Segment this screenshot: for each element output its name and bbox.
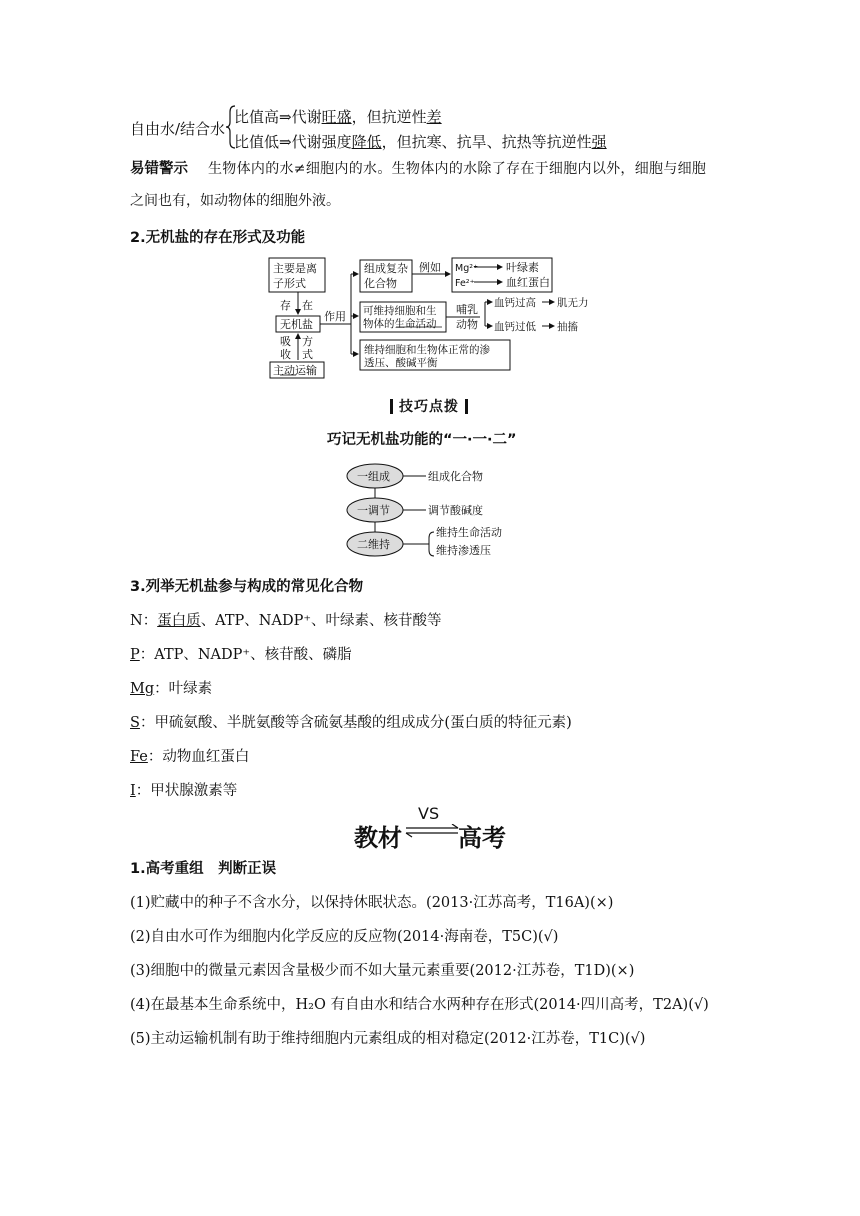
- oval-desc-1: 组成化合物: [428, 470, 483, 483]
- exam-item-2: (2)自由水可作为细胞内化学反应的反应物(2014·海南卷，T5C)(√): [130, 929, 559, 945]
- diagram-fe: Fe²⁺: [455, 278, 475, 289]
- diagram-f2-a: 可维持细胞和生: [363, 305, 437, 317]
- compound-item-n: N：蛋白质、ATP、NADP⁺、叶绿素、核苷酸等: [130, 613, 442, 629]
- compound-item-s: S：甲硫氨酸、半胱氨酸等含硫氨基酸的组成成分(蛋白质的特征元素): [130, 715, 572, 731]
- warning-text-line1: 生物体内的水≠细胞内的水。生物体内的水除了存在于细胞内以外，细胞与细胞: [208, 161, 707, 177]
- compound-item-fe: Fe：动物血红蛋白: [130, 749, 250, 765]
- oval-desc-3b: 维持渗透压: [436, 544, 491, 557]
- exam-item-3: (3)细胞中的微量元素因含量极少而不如大量元素重要(2012·江苏卷，T1D)(×): [130, 963, 635, 979]
- mnemonic-diagram: [344, 456, 534, 562]
- diagram-mg: Mg²⁺: [455, 263, 479, 274]
- diagram-salt: 无机盐: [280, 318, 313, 331]
- diagram-ca-high: 血钙过高: [494, 297, 536, 309]
- section3-heading: 3.列举无机盐参与构成的常见化合物: [130, 579, 364, 595]
- diagram-absorb-a: 吸: [280, 335, 291, 348]
- water-ratio-high: 比值高⇒代谢旺盛，但抗逆性差: [234, 108, 442, 126]
- compound-item-mg: Mg：叶绿素: [130, 681, 213, 697]
- compound-item-i: I：甲状腺激素等: [130, 783, 238, 799]
- diagram-f3-b: 透压、酸碱平衡: [364, 357, 438, 369]
- diagram-weak: 肌无力: [557, 297, 589, 309]
- exam-item-4: (4)在最基本生命系统中，H₂O 有自由水和结合水两种存在形式(2014·四川高考，T2A)(√): [130, 997, 709, 1013]
- diagram-role: 作用: [324, 310, 346, 323]
- warning-text-line2: 之间也有，如动物体的细胞外液。: [130, 193, 340, 209]
- diagram-f3-a: 维持细胞和生物体正常的渗: [364, 344, 490, 356]
- diagram-cramp: 抽搐: [557, 321, 578, 333]
- vs-arrows-icon: [404, 824, 460, 838]
- oval-desc-2: 调节酸碱度: [428, 504, 483, 517]
- diagram-mammal-b: 动物: [456, 318, 478, 331]
- exam-item-5: (5)主动运输机制有助于维持细胞内元素组成的相对稳定(2012·江苏卷，T1C)(√): [130, 1031, 646, 1047]
- exam-heading: 1.高考重组 判断正误: [130, 861, 277, 877]
- water-ratio-low: 比值低⇒代谢强度降低，但抗寒、抗旱、抗热等抗逆性强: [234, 133, 607, 151]
- warning-title: 易错警示: [130, 161, 188, 177]
- diagram-absorb-b: 收: [280, 348, 291, 361]
- tips-banner-title: 技巧点拨: [399, 399, 459, 415]
- diagram-form-b: 子形式: [273, 277, 306, 290]
- section2-heading: 2.无机盐的存在形式及功能: [130, 230, 306, 246]
- diagram-mammal-a: 哺乳: [456, 303, 478, 316]
- vs-right: 高考: [458, 824, 506, 852]
- banner-bar-right: [465, 399, 468, 414]
- diagram-chlorophyll: 叶绿素: [506, 261, 539, 274]
- vs-left: 教材: [354, 824, 402, 852]
- diagram-f2-b: 物体的生命活动: [363, 318, 437, 330]
- diagram-f1-b: 化合物: [364, 277, 397, 290]
- water-ratio-label: 自由水/结合水: [130, 120, 226, 138]
- inorganic-salt-diagram: [266, 254, 606, 384]
- diagram-f1-a: 组成复杂: [364, 262, 408, 275]
- diagram-transport: 主动运输: [273, 364, 317, 377]
- tips-subtitle: 巧记无机盐功能的“一·一·二”: [327, 432, 517, 448]
- diagram-exist-a: 存: [280, 299, 291, 312]
- diagram-way-b: 式: [302, 348, 313, 361]
- diagram-ca-low: 血钙过低: [494, 321, 536, 333]
- tips-banner: [390, 396, 468, 416]
- diagram-example: 例如: [419, 261, 441, 274]
- vs-mid: VS: [418, 804, 440, 823]
- oval-label-1: 一组成: [357, 470, 390, 483]
- oval-label-3: 二维持: [357, 538, 390, 551]
- oval-label-2: 一调节: [357, 504, 390, 517]
- banner-bar-left: [390, 399, 393, 414]
- diagram-hemoglobin: 血红蛋白: [506, 276, 550, 289]
- diagram-exist-b: 在: [302, 299, 313, 312]
- exam-item-1: (1)贮藏中的种子不含水分，以保持休眠状态。(2013·江苏高考，T16A)(×): [130, 895, 614, 911]
- compound-item-p: P：ATP、NADP⁺、核苷酸、磷脂: [130, 647, 352, 663]
- diagram-way-a: 方: [302, 335, 313, 348]
- oval-desc-3a: 维持生命活动: [436, 526, 502, 539]
- diagram-form-a: 主要是离: [273, 262, 317, 275]
